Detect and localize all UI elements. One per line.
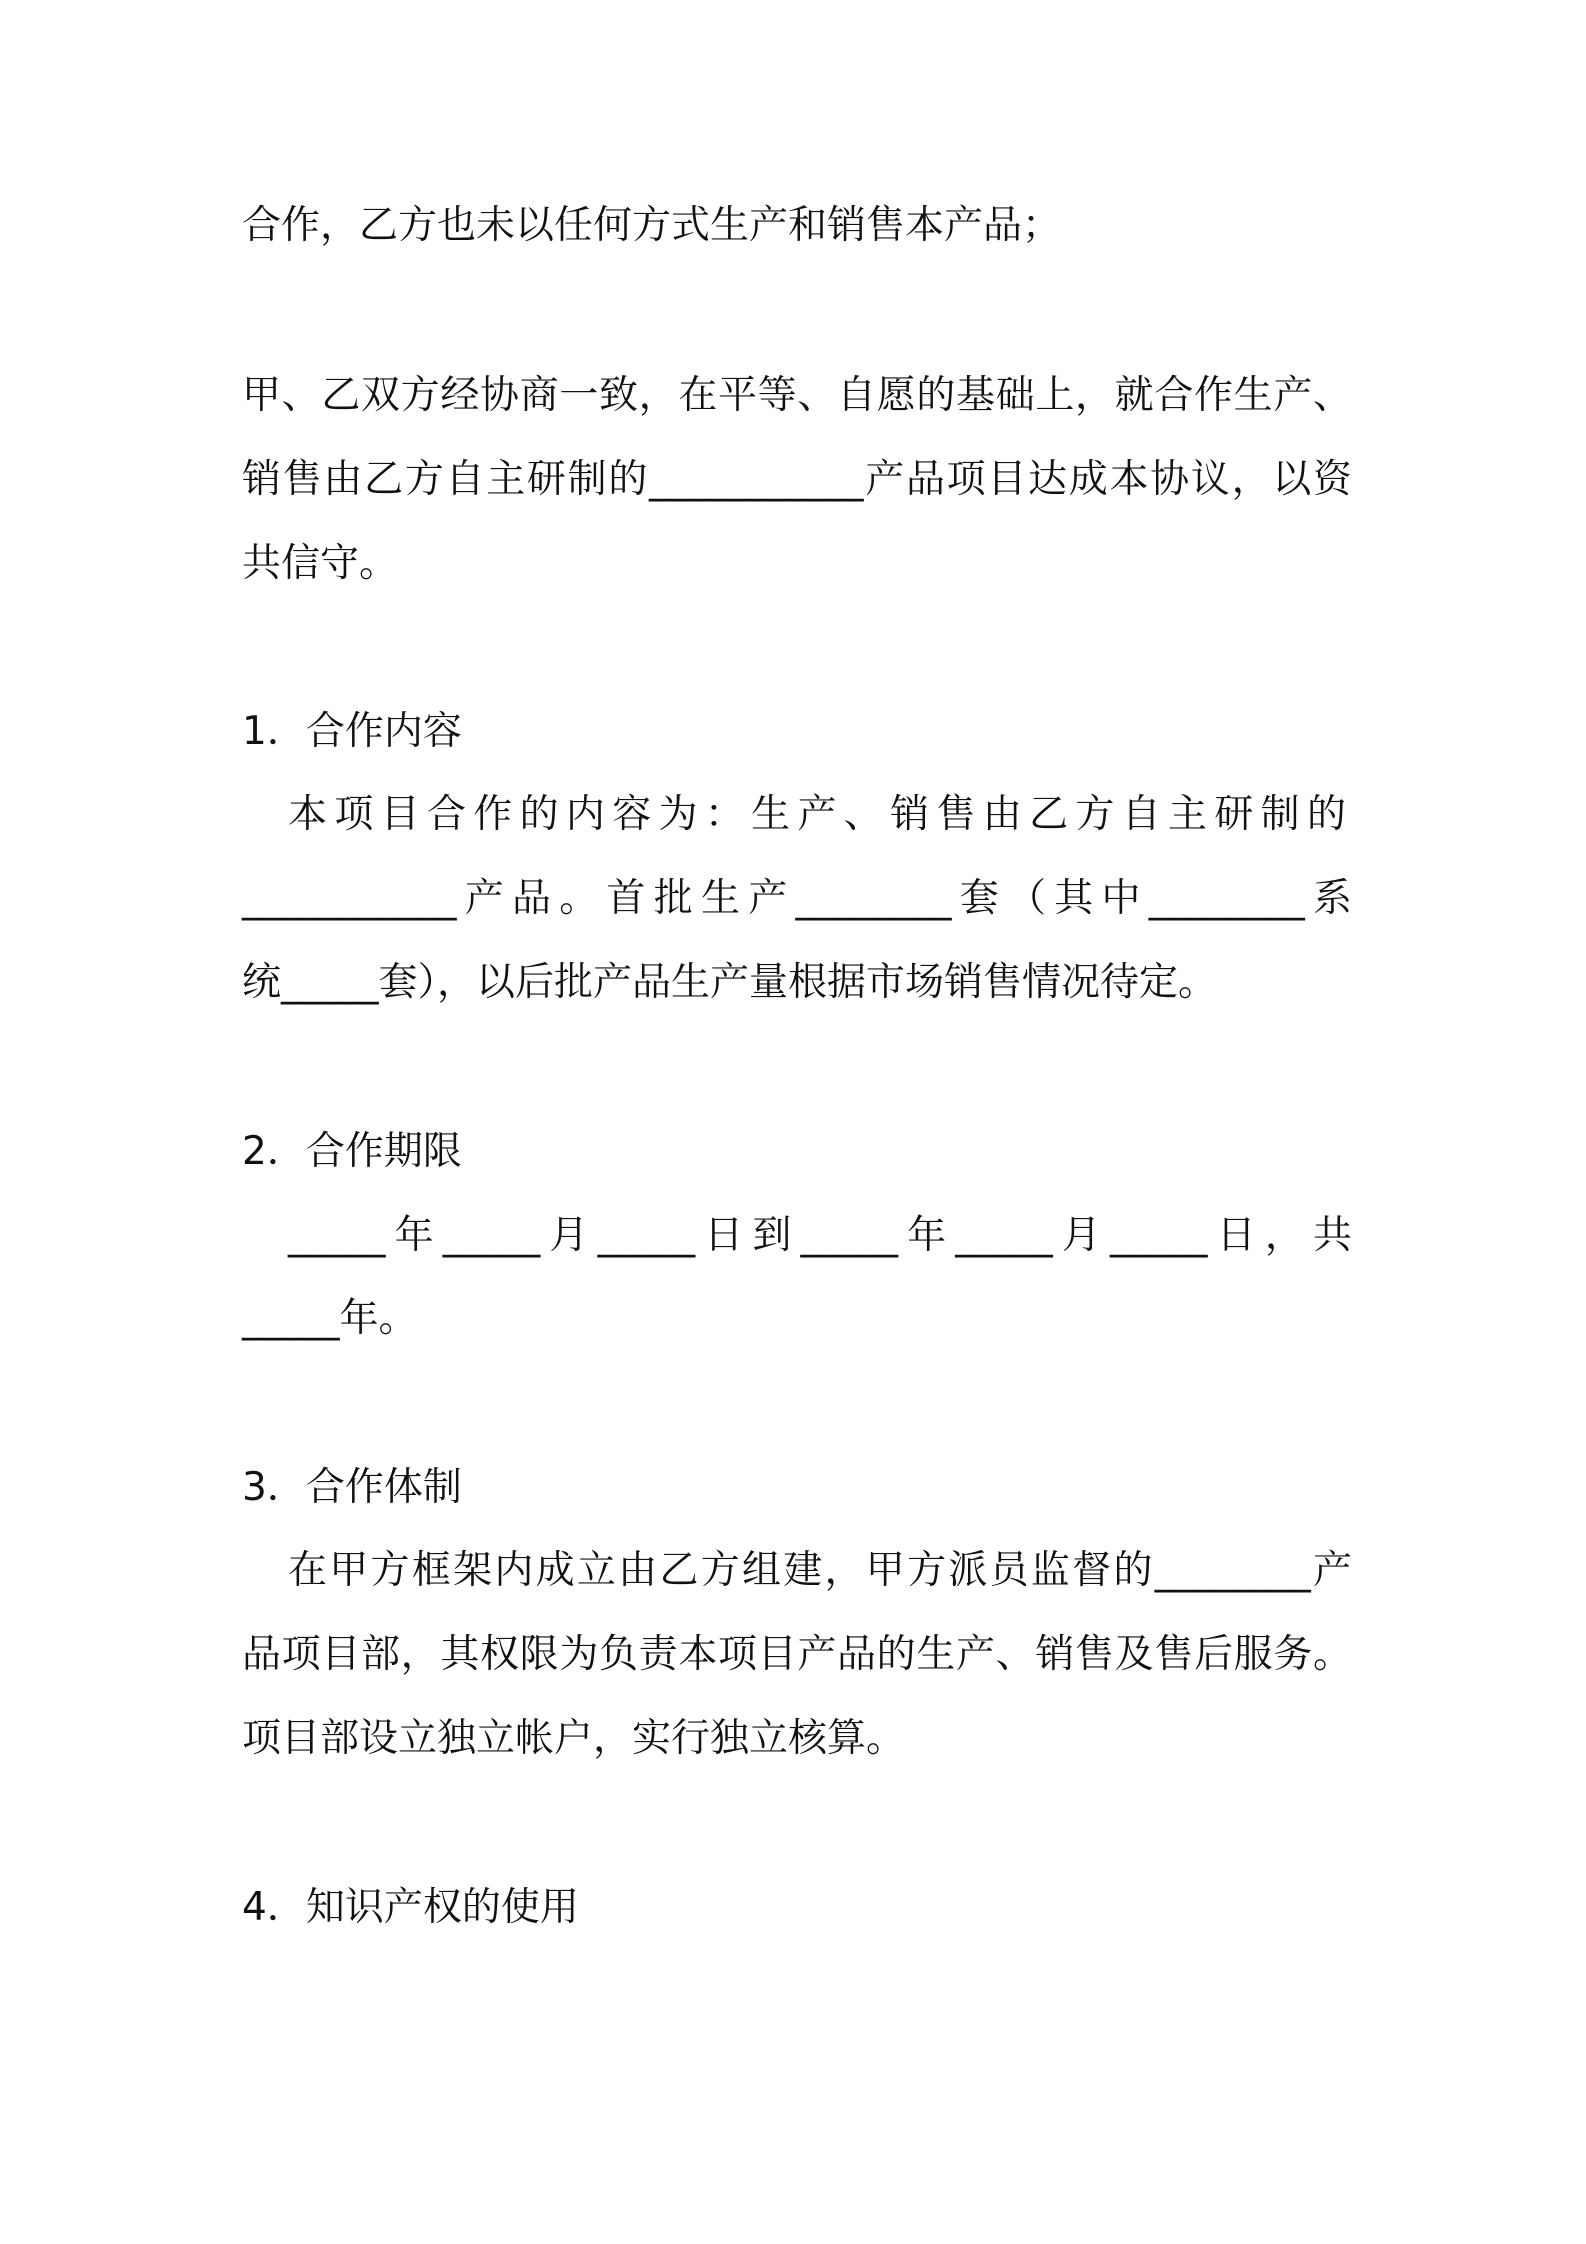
section-heading-ip-usage: 4．知识产权的使用 [242, 1885, 579, 1930]
section-heading-cooperation-content: 1．合作内容 [242, 709, 462, 754]
section-body-line: _____年。 [242, 1296, 418, 1341]
section-body-line: 项目部设立独立帐户，实行独立核算。 [242, 1716, 906, 1761]
section-body-line: 统_____套），以后批产品生产量根据市场销售情况待定。 [242, 960, 1218, 1005]
intro-paragraph-line: 甲、乙双方经协商一致，在平等、自愿的基础上，就合作生产、 [242, 373, 1352, 418]
section-body-line: 在甲方框架内成立由乙方组建，甲方派员监督的________产 [288, 1548, 1352, 1593]
intro-line: 合作，乙方也未以任何方式生产和销售本产品； [242, 203, 1062, 248]
section-body-line: ___________产品。首批生产________套（其中________系 [242, 876, 1352, 921]
section-body-line: 本项目合作的内容为：生产、销售由乙方自主研制的 [288, 792, 1352, 837]
section-body-line: 品项目部，其权限为负责本项目产品的生产、销售及售后服务。 [242, 1632, 1352, 1677]
intro-paragraph-line: 共信守。 [242, 541, 399, 586]
intro-paragraph-line: 销售由乙方自主研制的___________产品项目达成本协议，以资 [242, 457, 1352, 502]
section-body-line: _____年_____月_____日到_____年_____月_____日，共 [288, 1213, 1352, 1258]
section-heading-cooperation-system: 3．合作体制 [242, 1465, 462, 1510]
section-heading-cooperation-period: 2．合作期限 [242, 1129, 462, 1174]
